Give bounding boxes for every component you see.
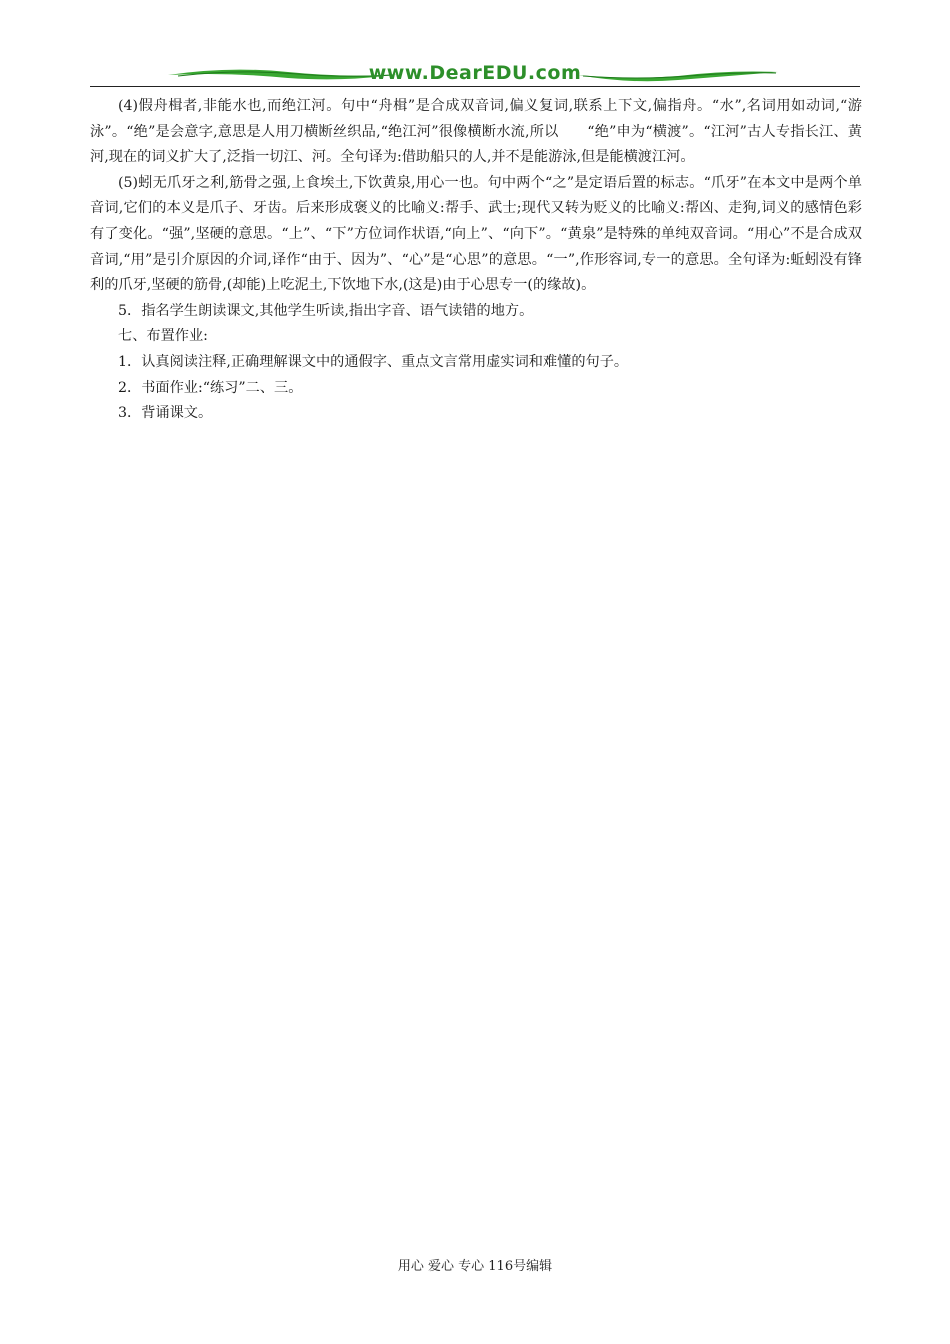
section-heading: 七、布置作业: — [118, 328, 208, 345]
page-footer: 用心 爱心 专心 116号编辑 — [397, 1259, 553, 1274]
green-swoosh-icon — [578, 66, 778, 84]
list-item: 2．书面作业:“练习”二、三。 — [118, 379, 303, 396]
page-header — [90, 60, 860, 90]
list-item: 3．背诵课文。 — [118, 405, 213, 422]
paragraph: (4)假舟楫者,非能水也,而绝江河。句中“舟楫”是合成双音词,偏义复词,联系上下文,偏指舟。“水”,名词用如动词,“游泳”。“绝”是会意字,意思是人用刀横断丝织品,“绝江河”很像横断水流,所以 “绝”申为“横渡”。“江河”古人专指长江、黄河,现在的词义扩大了,泛指一切江、河。全句译为:借助船只的人,并不是能游泳,但是能横渡江河。 — [90, 98, 862, 166]
paragraph: 5．指名学生朗读课文,其他学生听读,指出字音、语气读错的地方。 — [118, 302, 534, 319]
document-body — [90, 94, 862, 427]
list-item: 1．认真阅读注释,正确理解课文中的通假字、重点文言常用虚实词和难懂的句子。 — [118, 353, 629, 370]
header-divider — [90, 86, 860, 87]
site-logo: www.DearEDU.com — [368, 62, 582, 84]
paragraph: (5)蚓无爪牙之利,筋骨之强,上食埃土,下饮黄泉,用心一也。句中两个“之”是定语后置的标志。“爪牙”在本文中是两个单音词,它们的本义是爪子、牙齿。后来形成褒义的比喻义:帮手、武士;现代又转为贬义的比喻义:帮凶、走狗,词义的感情色彩有了变化。“强”,坚硬的意思。“上”、“下”方位词作状语,“向上”、“向下”。“黄泉”是特殊的单纯双音词。“用心”不是合成双音词,“用”是引介原因的介词,译作“由于、因为”、“心”是“心思”的意思。“一”,作形容词,专一的意思。全句译为:蚯蚓没有锋利的爪牙,坚硬的筋骨,(却能)上吃泥土,下饮地下水,(这是)由于心思专一(的缘故)。 — [90, 174, 862, 294]
